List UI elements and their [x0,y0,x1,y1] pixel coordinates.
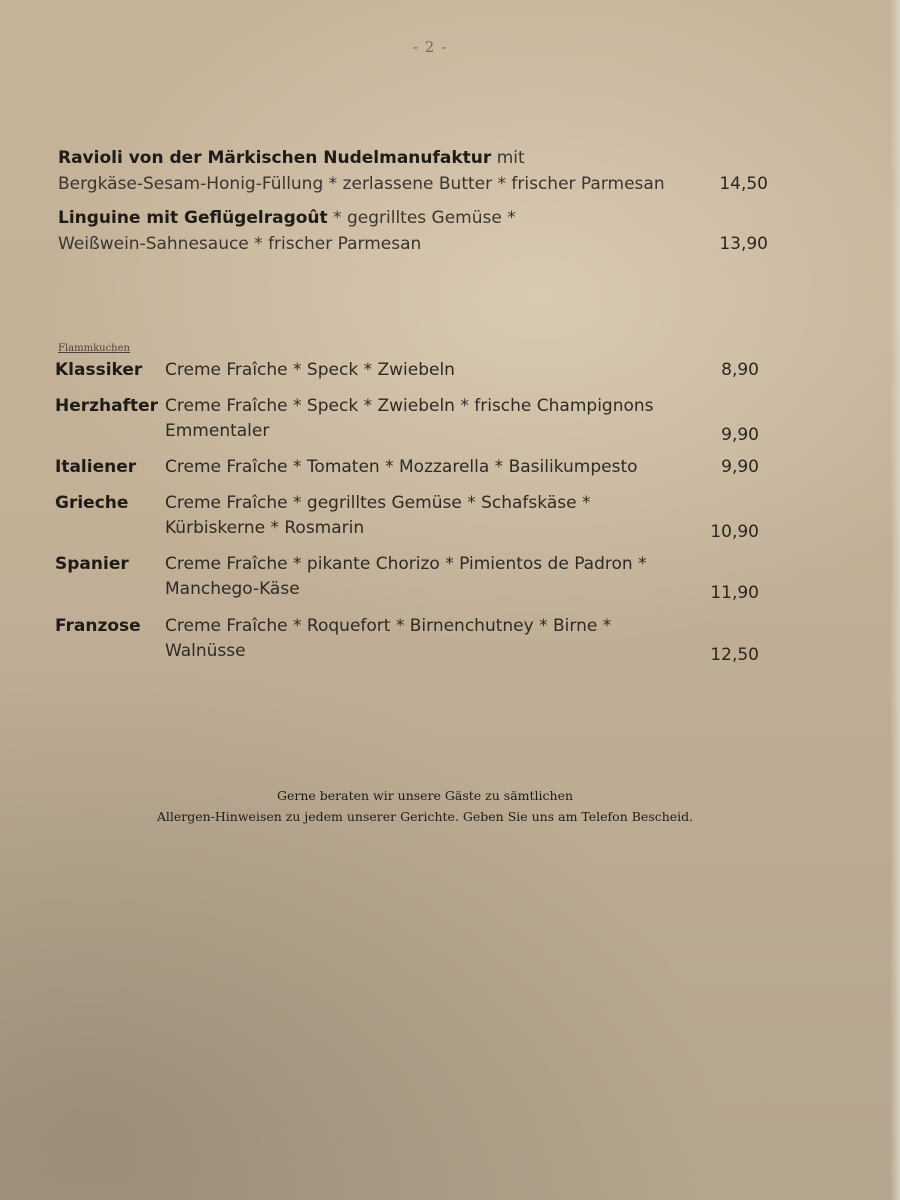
flammkuchen-price: 9,90 [721,425,759,445]
flammkuchen-price: 8,90 [721,360,759,380]
flammkuchen-toppings-cont: Walnüsse [165,641,246,661]
dish-price: 13,90 [719,234,768,254]
flammkuchen-toppings: Creme Fraîche * Speck * Zwiebeln [165,360,455,380]
dish-description: Weißwein-Sahnesauce * frischer Parmesan [58,234,422,254]
dish-price: 14,50 [719,174,768,194]
flammkuchen-price: 11,90 [710,583,759,603]
menu-item-linguine [58,205,768,257]
allergen-notice [0,785,850,827]
dish-description: Bergkäse-Sesam-Honig-Füllung * zerlassene Butter * frischer Parmesan [58,174,665,194]
menu-item-ravioli [58,145,768,197]
flammkuchen-item-herzhafter [55,394,767,444]
section-label-flammkuchen: Flammkuchen [58,343,130,354]
flammkuchen-price: 12,50 [710,645,759,665]
dish-name: Linguine mit Geflügelragoût [58,208,328,228]
allergen-notice-line: Gerne beraten wir unsere Gäste zu sämtlichen [276,788,574,803]
page-number: - 2 - [412,38,448,56]
flammkuchen-name: Grieche [55,493,129,513]
flammkuchen-item-italiener [55,455,767,480]
flammkuchen-toppings: Creme Fraîche * Roquefort * Birnenchutney * Birne * [165,616,612,636]
dish-name: Ravioli von der Märkischen Nudelmanufaktur [58,148,492,168]
flammkuchen-toppings: Creme Fraîche * gegrilltes Gemüse * Schafskäse * [165,493,591,513]
flammkuchen-item-spanier [55,552,767,602]
allergen-notice-line: Allergen-Hinweisen zu jedem unserer Gerichte. Geben Sie uns am Telefon Bescheid. [156,809,694,824]
flammkuchen-name: Franzose [55,616,141,636]
flammkuchen-toppings-cont: Manchego-Käse [165,579,300,599]
flammkuchen-name: Spanier [55,554,129,574]
flammkuchen-toppings-cont: Kürbiskerne * Rosmarin [165,518,365,538]
dish-name-suffix: * gegrilltes Gemüse * [327,208,516,228]
flammkuchen-toppings: Creme Fraîche * Speck * Zwiebeln * frische Champignons [165,396,654,416]
flammkuchen-price: 10,90 [710,522,759,542]
flammkuchen-name: Italiener [55,457,137,477]
flammkuchen-item-klassiker [55,358,767,383]
flammkuchen-item-grieche [55,491,767,541]
flammkuchen-item-franzose [55,614,767,664]
flammkuchen-toppings-cont: Emmentaler [165,421,270,441]
flammkuchen-price: 9,90 [721,457,759,477]
flammkuchen-toppings: Creme Fraîche * pikante Chorizo * Pimientos de Padron * [165,554,647,574]
flammkuchen-name: Herzhafter [55,396,159,416]
page-edge [890,0,900,1200]
flammkuchen-toppings: Creme Fraîche * Tomaten * Mozzarella * Basilikumpesto [165,457,638,477]
dish-name-suffix: mit [491,148,525,168]
flammkuchen-name: Klassiker [55,360,143,380]
